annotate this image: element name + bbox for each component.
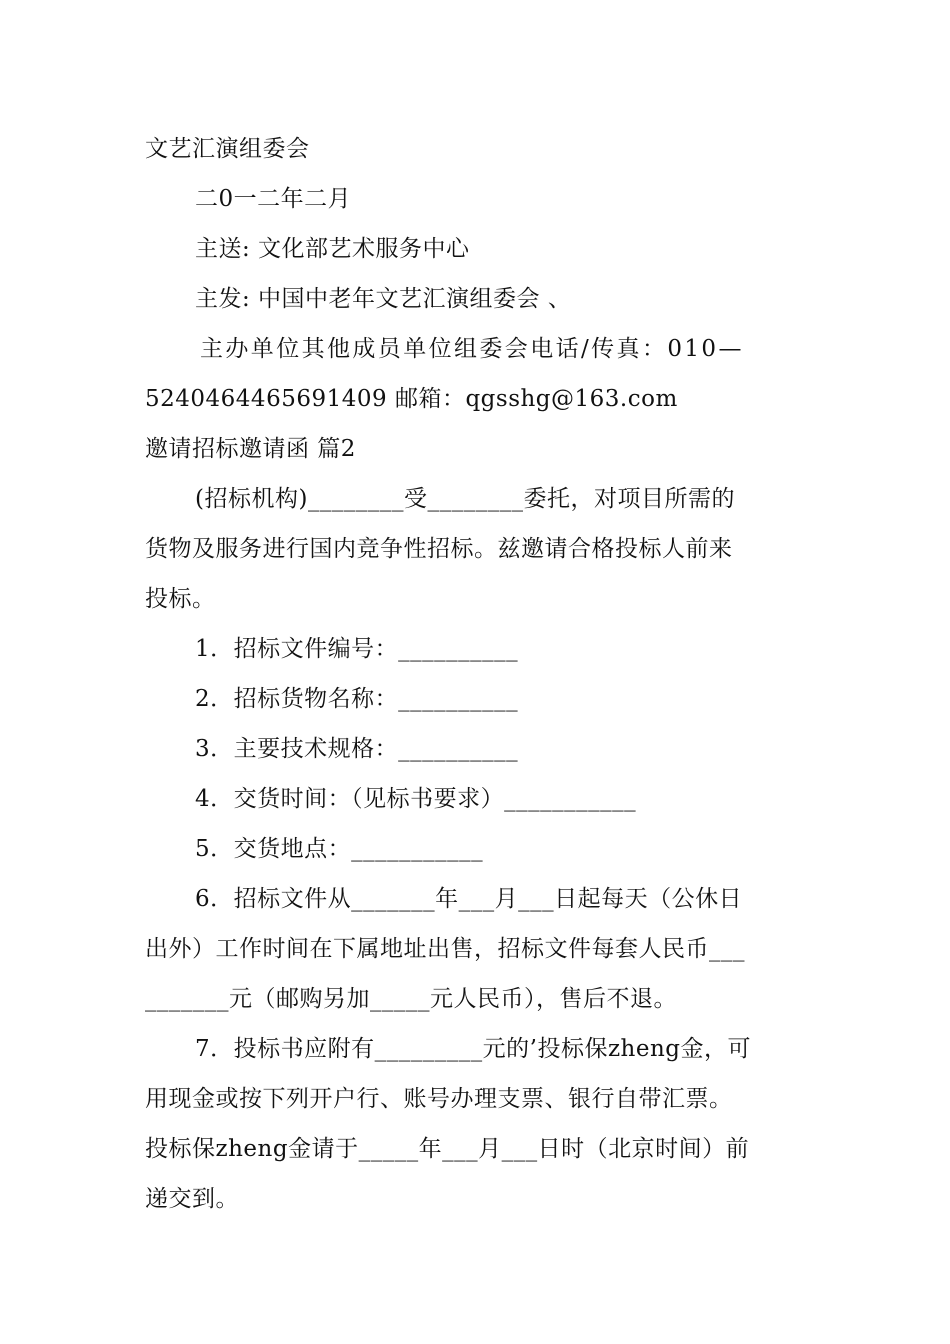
paragraph-line: _______元（邮购另加_____元人民币），售后不退。	[145, 986, 677, 1012]
list-item: 1．招标文件编号：__________	[195, 636, 519, 662]
contact-line: 主办单位其他成员单位组委会电话/传真：010—	[200, 336, 744, 362]
list-item: 6．招标文件从_______年___月___日起每天（公休日	[195, 886, 743, 912]
paragraph-line: (招标机构)________受________委托，对项目所需的	[195, 486, 735, 512]
signature-date: 二0一二年二月	[195, 186, 352, 212]
paragraph-line: 递交到。	[145, 1186, 239, 1212]
list-item: 5．交货地点：___________	[195, 836, 484, 862]
list-item: 7．投标书应附有_________元的’投标保zheng金，可	[195, 1036, 752, 1062]
paragraph-line: 投标保zheng金请于_____年___月___日时（北京时间）前	[145, 1136, 750, 1162]
contact-email-line: 5240464465691409 邮箱：qgsshg@163.com	[145, 386, 678, 412]
list-item: 4．交货时间：（见标书要求）___________	[195, 786, 637, 812]
issued-by-line: 主发: 中国中老年文艺汇演组委会 、	[195, 286, 572, 312]
paragraph-line: 用现金或按下列开户行、账号办理支票、银行自带汇票。	[145, 1086, 733, 1112]
list-item: 3．主要技术规格：__________	[195, 736, 519, 762]
paragraph-line: 出外）工作时间在下属地址出售，招标文件每套人民币___	[145, 936, 745, 962]
cc-to-line: 主送: 文化部艺术服务中心	[195, 236, 470, 262]
section-heading: 邀请招标邀请函 篇2	[145, 436, 356, 462]
list-item: 2．招标货物名称：__________	[195, 686, 519, 712]
paragraph-line: 货物及服务进行国内竞争性招标。兹邀请合格投标人前来	[145, 536, 733, 562]
paragraph-line: 投标。	[145, 586, 216, 612]
signature-organizer: 文艺汇演组委会	[145, 136, 310, 162]
